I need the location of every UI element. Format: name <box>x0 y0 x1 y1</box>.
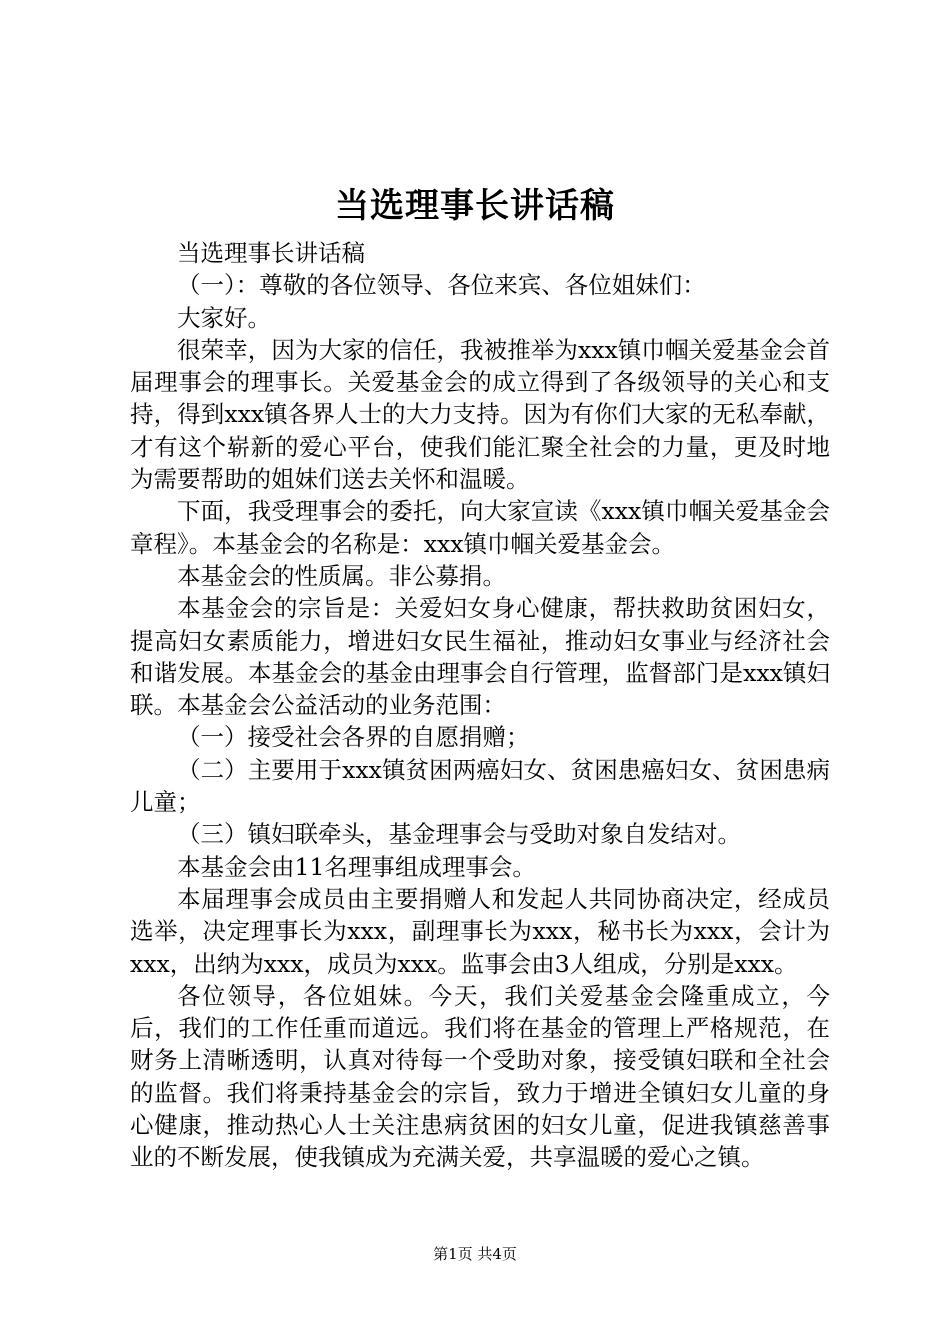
paragraph-body: 下面，我受理事会的委托，向大家宣读《xxx镇巾帼关爱基金会章程》。本基金会的名称是：xxx镇巾帼关爱基金会。 <box>130 497 830 558</box>
document-title: 当选理事长讲话稿 <box>335 186 615 226</box>
paragraph-body: 很荣幸，因为大家的信任，我被推举为xxx镇巾帼关爱基金会首届理事会的理事长。关爱基金会的成立得到了各级领导的关心和支持，得到xxx镇各界人士的大力支持。因为有你们大家的无私奉献，才有这个崭新的爱心平台，使我们能汇聚全社会的力量，更及时地为需要帮助的姐妹们送去关怀和温暖。 <box>130 335 830 494</box>
page-number-footer: 第1页 共4页 <box>433 1245 517 1263</box>
paragraph-list-item: （三）镇妇联牵头，基金理事会与受助对象自发结对。 <box>177 820 741 849</box>
paragraph-greeting: 大家好。 <box>177 303 271 332</box>
paragraph-list-item: （二）主要用于xxx镇贫困两癌妇女、贫困患癌妇女、贫困患病儿童； <box>130 755 830 817</box>
paragraph-body: 本基金会由11名理事组成理事会。 <box>177 852 536 881</box>
document-body <box>130 237 830 1174</box>
paragraph-subtitle: 当选理事长讲话稿 <box>177 239 365 267</box>
paragraph-body: 本届理事会成员由主要捐赠人和发起人共同协商决定，经成员选举，决定理事长为xxx，副理事长为xxx，秘书长为xxx，会计为xxx，出纳为xxx，成员为xxx。监事会由3人组成，分别是xxx。 <box>130 884 830 978</box>
paragraph-body: 本基金会的宗旨是：关爱妇女身心健康，帮扶救助贫困妇女，提高妇女素质能力，增进妇女民生福祉，推动妇女事业与经济社会和谐发展。本基金会的基金由理事会自行管理，监督部门是xxx镇妇联。本基金会公益活动的业务范围： <box>130 594 830 720</box>
paragraph-closing: 各位领导，各位姐妹。今天，我们关爱基金会隆重成立，今后，我们的工作任重而道远。我们将在基金的管理上严格规范，在财务上清晰透明，认真对待每一个受助对象，接受镇妇联和全社会的监督。我们将秉持基金会的宗旨，致力于增进全镇妇女儿童的身心健康，推动热心人士关注患病贫困的妇女儿童，促进我镇慈善事业的不断发展，使我镇成为充满关爱，共享温暖的爱心之镇。 <box>130 981 830 1172</box>
paragraph-salutation: （一）：尊敬的各位领导、各位来宾、各位姐妹们： <box>177 271 706 300</box>
paragraph-body: 本基金会的性质属。非公募捐。 <box>177 561 506 590</box>
paragraph-list-item: （一）接受社会各界的自愿捐赠； <box>177 723 530 752</box>
